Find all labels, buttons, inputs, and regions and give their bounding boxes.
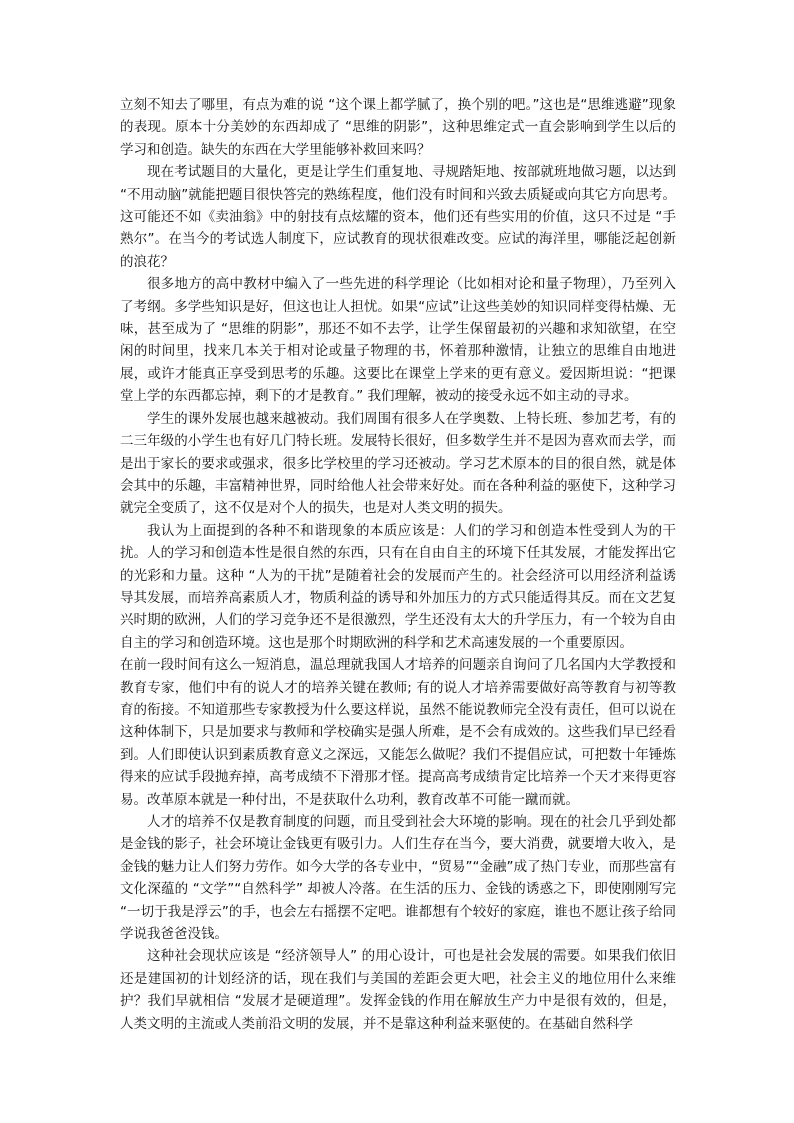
paragraph-7: 人才的培养不仅是教育制度的问题，而且受到社会大环境的影响。现在的社会几乎到处都是金钱的影子，社会环境让金钱更有吸引力。人们生存在当今，要大消费，就要增大收入，是金钱的魅力让人们努力劳作。如今大学的各专业中，“贸易”“金融”成了热门专业，而那些富有文化深蕴的 “文学”“自然科学” 却被人冷落。在生活的压力、金钱的诱惑之下，即使刚刚写完 “一切于我是浮云”的手，也会左右摇摆不定吧。谁都想有个较好的家庭，谁也不愿让孩子给同学说我爸爸没钱。 bbox=[120, 814, 676, 943]
paragraph-6: 在前一段时间有这么一短消息，温总理就我国人才培养的问题亲自询问了几名国内大学教授和教育专家，他们中有的说人才的培养关键在教师; 有的说人才培养需要做好高等教育与初等教育的衔接。不知道那些专家教授为什么要这样说，虽然不能说教师完全没有责任，但可以说在这种体制下，只是加要求与教师和学校确实是强人所难，是不会有成效的。这些我们早已经看到。人们即使认识到素质教育意义之深远，又能怎么做呢？我们不提倡应试，可把数十年锤炼得来的应试手段抛弃掉，高考成绩不下滑那才怪。提高高考成绩肯定比培养一个天才来得更容易。改革原本就是一种付出，不是获取什么功利，教育改革不可能一蹴而就。 bbox=[120, 657, 676, 808]
document-page bbox=[120, 94, 676, 1035]
paragraph-5: 我认为上面提到的各种不和谐现象的本质应该是：人们的学习和创造本性受到人为的干扰。人的学习和创造本性是很自然的东西，只有在自由自主的环境下任其发展，才能发挥出它的光彩和力量。这种 “人为的干扰”是随着社会的发展而产生的。社会经济可以用经济利益诱导其发展，而培养高素质人才，物质利益的诱导和外加压力的方式只能适得其反。而在文艺复兴时期的欧洲，人们的学习竞争还不是很激烈，学生还没有太大的升学压力，有一个较为自由自主的学习和创造环境。这也是那个时期欧洲的科学和艺术高速发展的一个重要原因。 bbox=[120, 522, 676, 651]
paragraph-3: 很多地方的高中教材中编入了一些先进的科学理论（比如相对论和量子物理），乃至列入了考纲。多学些知识是好，但这也让人担忧。如果“应试”让这些美妙的知识同样变得枯燥、无味，甚至成为了 “思维的阴影”，那还不如不去学，让学生保留最初的兴趣和求知欲望，在空闲的时间里，找来几本关于相对论或量子物理的书，怀着那种激情，让独立的思维自由地进展，或许才能真正享受到思考的乐趣。这要比在课堂上学来的更有意义。爱因斯坦说：“把课堂上学的东西都忘掉，剩下的才是教育。” 我们理解，被动的接受永远不如主动的寻求。 bbox=[120, 276, 676, 405]
paragraph-4: 学生的课外发展也越来越被动。我们周围有很多人在学奥数、上特长班、参加艺考，有的二三年级的小学生也有好几门特长班。发展特长很好，但多数学生并不是因为喜欢而去学，而是出于家长的要求或强求，很多比学校里的学习还被动。学习艺术原本的目的很自然，就是体会其中的乐趣，丰富精神世界，同时给他人社会带来好处。而在各种利益的驱使下，这种学习就完全变质了，这不仅是对个人的损失，也是对人类文明的损失。 bbox=[120, 410, 676, 517]
paragraph-8: 这种社会现状应该是 “经济领导人” 的用心设计，可也是社会发展的需要。如果我们依旧还是建国初的计划经济的话，现在我们与美国的差距会更大吧，社会主义的地位用什么来维护？我们早就相信 “发展才是硬道理”。发挥金钱的作用在解放生产力中是很有效的，但是，人类文明的主流或人类前沿文明的发展，并不是靠这种利益来驱使的。在基础自然科学 bbox=[120, 948, 676, 1032]
paragraph-1: 立刻不知去了哪里，有点为难的说 “这个课上都学腻了，换个别的吧。”这也是“思维逃避”现象的表现。原本十分美妙的东西却成了 “思维的阴影”，这种思维定式一直会影响到学生以后的学习和创造。缺失的东西在大学里能够补救回来吗？ bbox=[120, 97, 676, 158]
paragraph-2: 现在考试题目的大量化，更是让学生们重复地、寻规踏矩地、按部就班地做习题，以达到 “不用动脑”就能把题目很快答完的熟练程度，他们没有时间和兴致去质疑或向其它方向思考。这可能还不如《卖油翁》中的射技有点炫耀的资本，他们还有些实用的价值，这只不过是 “手熟尔”。在当今的考试选人制度下，应试教育的现状很难改变。应试的海洋里，哪能泛起创新的浪花？ bbox=[120, 164, 676, 270]
